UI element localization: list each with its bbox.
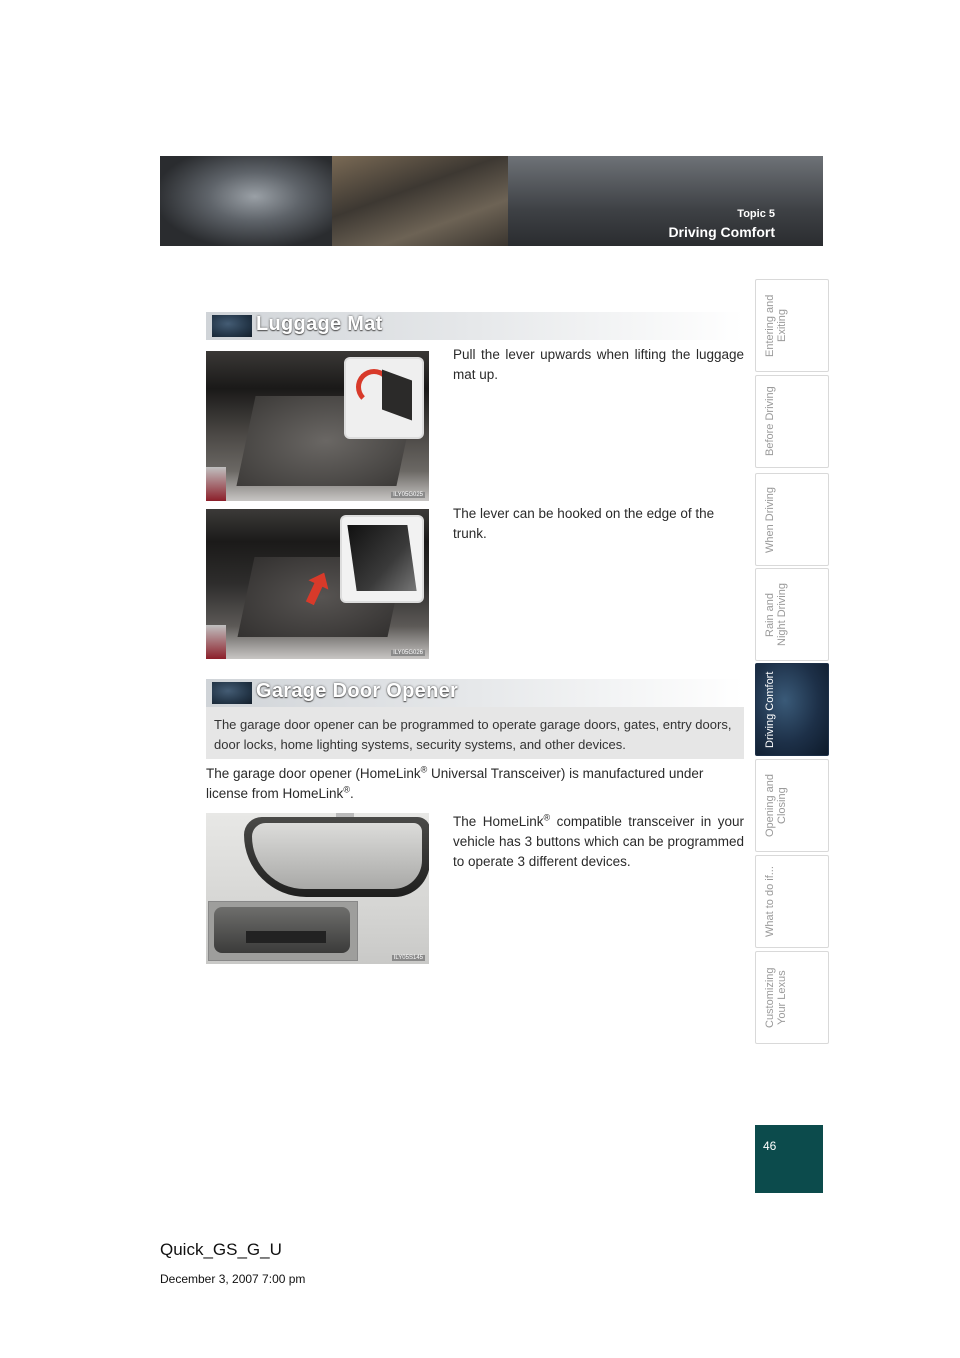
side-tab-when-driving[interactable]	[755, 473, 829, 566]
side-tab-what-to-do[interactable]	[755, 855, 829, 948]
document-date: December 3, 2007 7:00 pm	[160, 1272, 306, 1286]
page-number-box	[755, 1125, 823, 1193]
luggage-mat-para-1: Pull the lever upwards when lifting the luggage mat up.	[453, 347, 744, 382]
side-tab-before-driving[interactable]	[755, 375, 829, 468]
topic-label: Topic 5	[737, 208, 775, 220]
side-tab-label: Before Driving	[764, 386, 776, 457]
garage-door-note-text: The garage door opener can be programmed to operate garage doors, gates, entry doors, door locks, home lighting systems, security systems, and other devices.	[214, 717, 732, 752]
trunk-lever-photo	[206, 351, 429, 501]
garage-door-title: Garage Door Opener	[256, 680, 459, 702]
garage-door-desc: The HomeLink® compatible transceiver in your vehicle has 3 buttons which can be programmed to operate 3 different devices.	[453, 812, 744, 869]
topic-title: Driving Comfort	[668, 224, 775, 240]
header-banner	[160, 156, 823, 246]
side-tab-rain-night-driving[interactable]	[755, 568, 829, 661]
document-id: Quick_GS_G_U	[160, 1240, 282, 1259]
side-tab-label: Customizing Your Lexus	[764, 967, 788, 1028]
side-tab-entering-exiting[interactable]	[755, 279, 829, 372]
heading-chip-icon	[212, 682, 252, 704]
rearview-mirror-photo	[206, 813, 429, 964]
photo-code: ILY05S145	[393, 955, 423, 961]
luggage-mat-title: Luggage Mat	[256, 313, 383, 335]
side-tab-label: When Driving	[764, 486, 776, 553]
page-number: 46	[763, 1139, 777, 1153]
hook-inset	[347, 525, 416, 591]
luggage-mat-para-2: The lever can be hooked on the edge of the trunk.	[453, 506, 715, 541]
side-tab-label: Entering and Exiting	[764, 294, 788, 357]
garage-door-heading-bar	[206, 679, 744, 707]
garage-door-note	[206, 707, 744, 759]
photo-code: ILY05G026	[393, 650, 423, 656]
homelink-buttons-inset	[214, 907, 350, 953]
side-tab-driving-comfort[interactable]	[755, 663, 829, 756]
side-tab-opening-closing[interactable]	[755, 759, 829, 852]
garage-door-intro: The garage door opener (HomeLink® Universal Transceiver) is manufactured under license from HomeLink®.	[206, 764, 704, 801]
side-tab-customizing[interactable]	[755, 951, 829, 1044]
side-tab-label: Rain and Night Driving	[764, 583, 788, 646]
side-tab-label: Driving Comfort	[764, 671, 776, 748]
side-tab-label: Opening and Closing	[764, 774, 788, 837]
side-tab-label: What to do if...	[764, 866, 776, 937]
heading-chip-icon	[212, 315, 252, 337]
photo-code: ILY05G025	[393, 492, 423, 498]
trunk-hook-photo	[206, 509, 429, 659]
luggage-mat-heading-bar	[206, 312, 744, 340]
